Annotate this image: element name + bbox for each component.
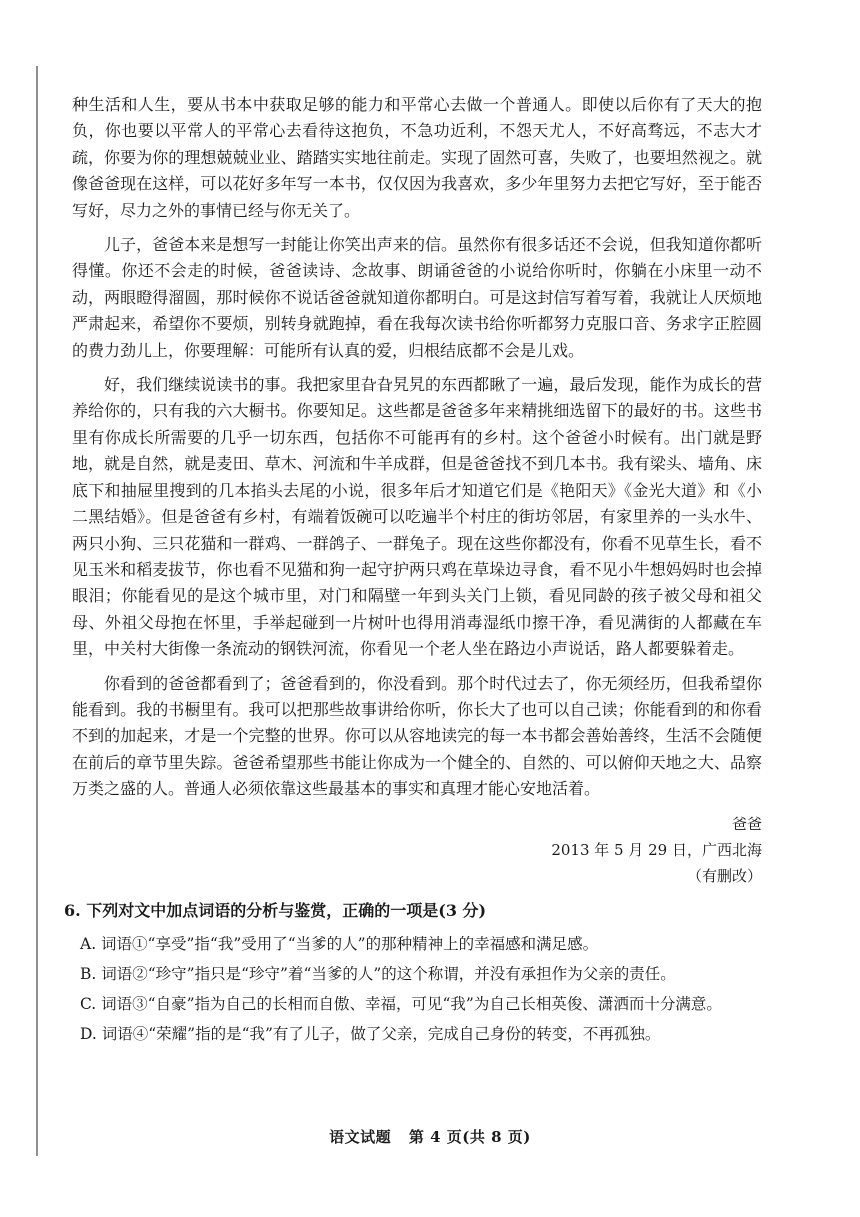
scan-edge-line xyxy=(36,66,38,1156)
question-stem: 6. 下列对文中加点词语的分析与鉴赏，正确的一项是(3 分) xyxy=(64,900,487,920)
footer-subject: 语文试题 xyxy=(329,1128,392,1146)
paragraph-2: 儿子，爸爸本来是想写一封能让你笑出声来的信。虽然你有很多话还不会说，但我知道你都听得懂。你还不会走的时候，爸爸读诗、念故事、朗诵爸爸的小说给你听时，你躺在小床里一动不动，两眼瞪得溜圆，那时候你不说话爸爸就知道你都明白。可是这封信写着写着，我就让人厌烦地严肃起来，希望你不要烦，别转身就跑掉，看在我每次读书给你听都努力克服口音、务求字正腔圆的费力劲儿上，你要理解：可能所有认真的爱，归根结底都不会是儿戏。 xyxy=(72,235,762,360)
option-c[interactable]: C. 词语③“自豪”指为自己的长相而自傲、幸福，可见“我”为自己长相英俊、潇洒而十分满意。 xyxy=(80,994,722,1013)
question-6 xyxy=(64,897,762,1049)
question-options xyxy=(80,929,762,1049)
footer-page-number: 第 4 页(共 8 页) xyxy=(408,1128,531,1146)
letter-signature: 爸爸 xyxy=(731,814,762,833)
option-a[interactable]: A. 词语①“享受”指“我”受用了“当爹的人”的那种精神上的幸福感和满足感。 xyxy=(80,934,599,953)
paragraph-1: 种生活和人生，要从书本中获取足够的能力和平常心去做一个普通人。即使以后你有了天大的抱负，你也要以平常人的平常心去看待这抱负，不急功近利，不怨天尤人，不好高骛远，不志大才疏，你要为你的理想兢兢业业、踏踏实实地往前走。实现了固然可喜，失败了，也要坦然视之。就像爸爸现在这样，可以花好多年写一本书，仅仅因为我喜欢，多少年里努力去把它写好，至于能否写好，尽力之外的事情已经与你无关了。 xyxy=(72,95,762,220)
option-b[interactable]: B. 词语②“珍守”指只是“珍守”着“当爹的人”的这个称谓，并没有承担作为父亲的责任。 xyxy=(80,964,676,983)
option-d[interactable]: D. 词语④“荣耀”指的是“我”有了儿子，做了父亲，完成自己身份的转变，不再孤独。 xyxy=(80,1024,661,1043)
paragraph-3: 好，我们继续说读书的事。我把家里旮旮旯旯的东西都瞅了一遍，最后发现，能作为成长的营养给你的，只有我的六大橱书。你要知足。这些都是爸爸多年来精挑细选留下的最好的书。这些书里有你成长所需要的几乎一切东西，包括你不可能再有的乡村。这个爸爸小时候有。出门就是野地，就是自然，就是麦田、草木、河流和牛羊成群，但是爸爸找不到几本书。我有梁头、墙角、床底下和抽屉里搜到的几本掐头去尾的小说，很多年后才知道它们是《艳阳天》《金光大道》和《小二黑结婚》。但是爸爸有乡村，有端着饭碗可以吃遍半个村庄的街坊邻居，有家里养的一头水牛、两只小狗、三只花猫和一群鸡、一群鸽子、一群兔子。现在这些你都没有，你看不见草生长，看不见玉米和稻麦拔节，你也看不见猫和狗一起守护两只鸡在草垛边寻食，看不见小牛想妈妈时也会掉眼泪；你能看见的是这个城市里，对门和隔壁一年到头关门上锁，看见同龄的孩子被父母和祖父母、外祖父母抱在怀里，手举起碰到一片树叶也得用消毒湿纸巾擦干净，看见满街的人都藏在车里，中关村大街像一条流动的钢铁河流，你看见一个老人坐在路边小声说话，路人都要躲着走。 xyxy=(72,375,762,659)
letter-date-place: 2013 年 5 月 29 日，广西北海 xyxy=(551,840,762,859)
paragraph-4: 你看到的爸爸都看到了；爸爸看到的，你没看到。那个时代过去了，你无须经历，但我希望你能看到。我的书橱里有。我可以把那些故事讲给你听，你长大了也可以自己读；你能看到的和你看不到的加起来，才是一个完整的世界。你可以从容地读完的每一本书都会善始善终，生活不会随便在前后的章节里失踪。爸爸希望那些书能让你成为一个健全的、自然的、可以俯仰天地之大、品察万类之盛的人。普通人必须依靠这些最基本的事实和真理才能心安地活着。 xyxy=(72,673,762,799)
exam-page xyxy=(64,92,762,1049)
page-footer xyxy=(0,1126,860,1147)
adaptation-note: （有删改） xyxy=(686,866,762,885)
